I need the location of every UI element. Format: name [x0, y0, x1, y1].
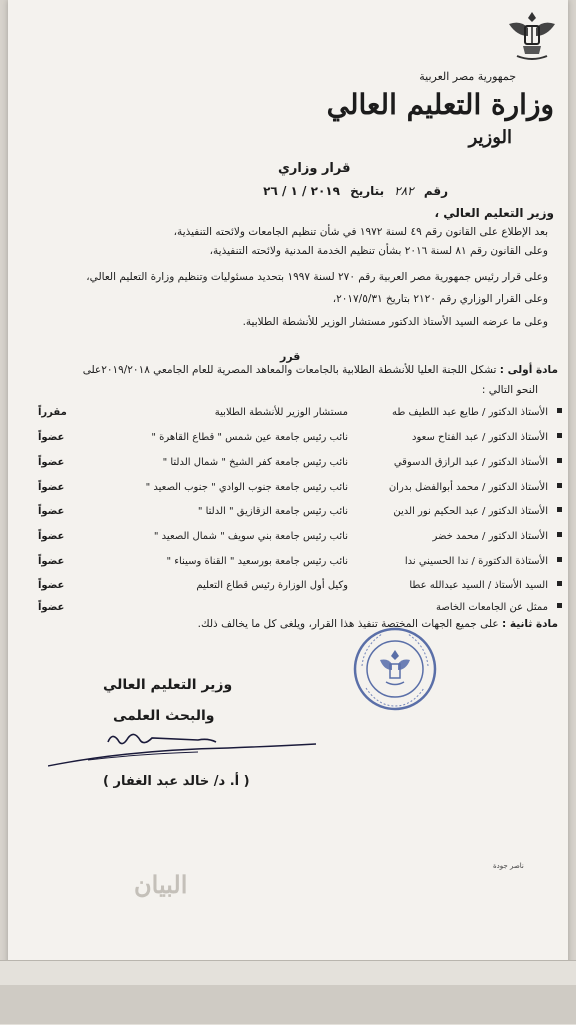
signature-title-line2: والبحث العلمى — [113, 708, 215, 724]
list-item — [38, 580, 568, 598]
member-position: نائب رئيس جامعة جنوب الوادي " جنوب الصعيد " — [145, 482, 348, 493]
letterhead-country: جمهورية مصر العربية — [419, 70, 516, 83]
decree-number-label: رقم — [423, 184, 448, 198]
letterhead-ministry: وزارة التعليم العالي — [326, 88, 554, 121]
article-one — [83, 364, 558, 376]
preamble-line: وعلى القرار الوزاري رقم ٢١٢٠ بتاريخ ٢٠١٧/٥/٣١، — [332, 293, 548, 305]
article-one-continuation: النحو التالي : — [481, 384, 538, 396]
member-role: عضواً — [38, 506, 65, 517]
member-name: الأستاذ الدكتور / محمد أبوالفضل بدران — [388, 482, 548, 493]
bullet-icon — [557, 557, 562, 562]
member-role: عضواً — [38, 556, 65, 567]
bullet-icon — [557, 532, 562, 537]
member-position: نائب رئيس جامعة كفر الشيخ " شمال الدلتا " — [162, 457, 348, 468]
member-role: مقرراً — [38, 407, 67, 418]
member-name: الأستاذ الدكتور / عبد الرازق الدسوقي — [393, 457, 548, 468]
member-position: وكيل أول الوزارة رئيس قطاع التعليم — [196, 580, 348, 591]
preamble-line: بعد الإطلاع على القانون رقم ٤٩ لسنة ١٩٧٢ في شأن تنظيم الجامعات ولائحته التنفيذية، — [173, 226, 548, 238]
bullet-icon — [557, 603, 562, 608]
article-two-label: مادة ثانية : — [501, 618, 558, 630]
decree-date-label: بتاريخ — [350, 184, 385, 198]
bullet-icon — [557, 581, 562, 586]
article-two-text: على جميع الجهات المختصة تنفيذ هذا القرار، ويلغى كل ما يخالف ذلك. — [197, 618, 499, 630]
member-position: مستشار الوزير للأنشطة الطلابية — [214, 407, 348, 418]
decree-meta — [208, 184, 448, 198]
decree-number: ٢٨٢ — [394, 184, 414, 198]
letterhead-minister: الوزير — [468, 127, 512, 148]
list-item — [38, 457, 568, 475]
member-role: عضواً — [38, 457, 65, 468]
member-name: الأستاذ الدكتور / عبد الفتاح سعود — [412, 432, 548, 443]
member-position: نائب رئيس جامعة بورسعيد " القناة وسيناء " — [166, 556, 348, 567]
article-one-label: مادة أولى : — [499, 364, 558, 376]
list-item — [38, 407, 568, 425]
bullet-icon — [557, 408, 562, 413]
signature-title-line1: وزير التعليم العالي — [103, 677, 233, 693]
member-name: الأستاذة الدكتورة / ندا الحسيني ندا — [404, 556, 548, 567]
member-name: الأستاذ الدكتور / طايع عبد اللطيف طه — [391, 407, 548, 418]
member-position: نائب رئيس جامعة عين شمس " قطاع القاهرة " — [151, 432, 348, 443]
writer-credit: ناصر جودة — [493, 862, 524, 870]
list-item — [38, 432, 568, 450]
bullet-icon — [557, 433, 562, 438]
bullet-icon — [557, 507, 562, 512]
official-stamp-icon — [352, 626, 438, 712]
decree-date: ٢٠١٩ / ١ / ٢٦ — [263, 184, 340, 198]
member-name: ممثل عن الجامعات الخاصة — [436, 602, 548, 613]
list-item — [38, 531, 568, 549]
preamble-line: وعلى ما عرضه السيد الأستاذ الدكتور مستشار الوزير للأنشطة الطلابية. — [242, 316, 548, 328]
preamble-line: وعلى قرار رئيس جمهورية مصر العربية رقم ٢٧٠ لسنة ١٩٩٧ بتحديد مسئوليات وتنظيم وزارة التعليم العالي، — [86, 271, 548, 283]
member-role: عضواً — [38, 580, 65, 591]
decision-heading: قرر — [280, 350, 301, 363]
preamble-line: وعلى القانون رقم ٨١ لسنة ٢٠١٦ بشأن تنظيم الخدمة المدنية ولائحته التنفيذية، — [209, 245, 548, 257]
document-page — [8, 0, 568, 1000]
member-role: عضواً — [38, 531, 65, 542]
list-item — [38, 556, 568, 574]
member-name: الأستاذ الدكتور / محمد خضر — [432, 531, 548, 542]
member-name: السيد الأستاذ / السيد عبدالله عطا — [409, 580, 548, 591]
watermark-logo: البيان — [134, 870, 188, 899]
bullet-icon — [557, 483, 562, 488]
member-position: نائب رئيس جامعة الزقازيق " الدلتا " — [197, 506, 348, 517]
eagle-emblem-icon — [503, 6, 561, 64]
article-one-text: تشكل اللجنة العليا للأنشطة الطلابية بالجامعات والمعاهد المصرية للعام الجامعي ٢٠١٩/٢٠١٨على — [82, 364, 497, 376]
member-role: عضواً — [38, 482, 65, 493]
member-role: عضواً — [38, 432, 65, 443]
bullet-icon — [557, 458, 562, 463]
member-position: نائب رئيس جامعة بني سويف " شمال الصعيد " — [153, 531, 348, 542]
addressee: وزير التعليم العالي ، — [434, 206, 554, 220]
paper-stack-edge — [0, 985, 576, 1024]
member-role: عضواً — [38, 602, 65, 613]
handwritten-signature-icon — [48, 728, 318, 772]
list-item — [38, 482, 568, 500]
signature-name: ( أ. د/ خالد عبد الغفار ) — [103, 774, 250, 789]
member-name: الأستاذ الدكتور / عبد الحكيم نور الدين — [393, 506, 548, 517]
list-item — [38, 506, 568, 524]
decree-title: قرار وزاري — [278, 161, 351, 176]
